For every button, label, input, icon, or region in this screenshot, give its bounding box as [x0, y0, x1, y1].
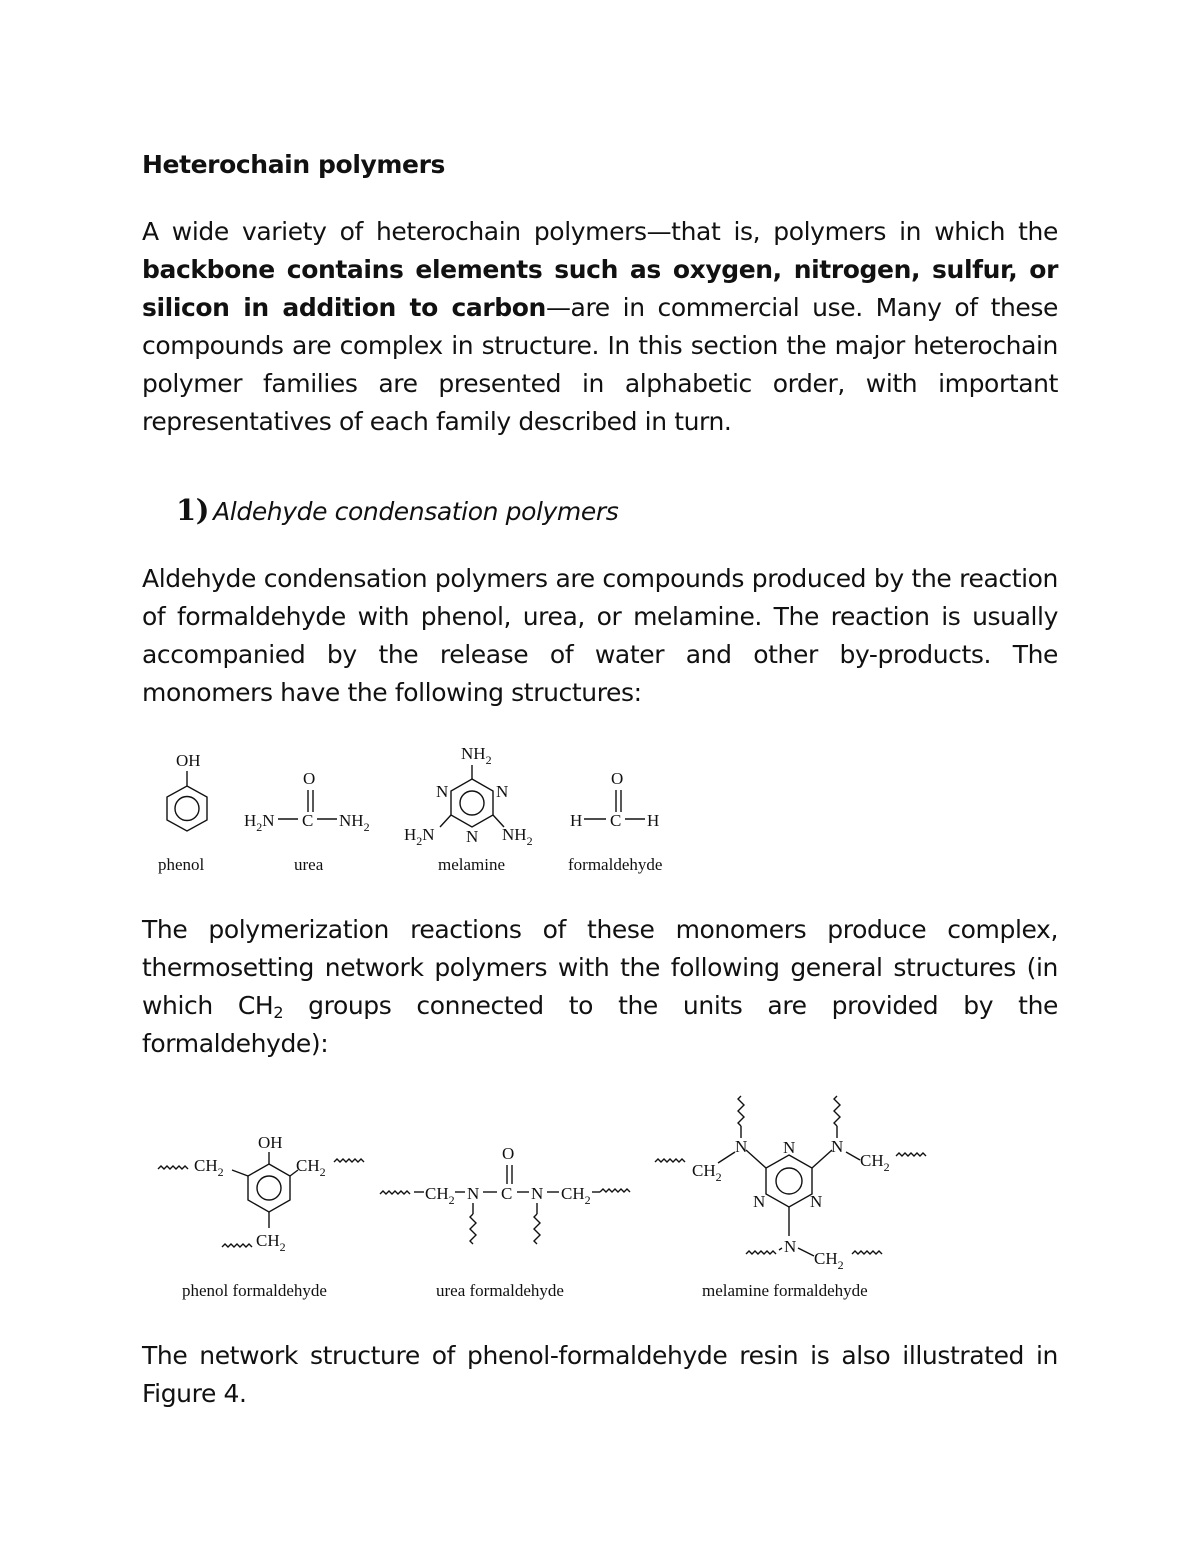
urea-formaldehyde-label: urea formaldehyde [436, 1281, 564, 1300]
svg-text:CH2: $CH_2$ [561, 1184, 591, 1207]
intro-bold-text: backbone contains elements such as oxygen, nitrogen, sulfur, or silicon in addition to carbon [142, 255, 1058, 322]
svg-text:CH2: $CH_2$ [860, 1151, 890, 1174]
svg-text:CH2: $CH_2$ [256, 1231, 286, 1254]
svg-text:N: N [783, 1138, 796, 1157]
svg-text:H2N: $H_2N$ [244, 811, 275, 834]
svg-text:NH2: $NH_2$ [339, 811, 370, 834]
polymerization-text-1: The polymerization reactions of these monomers produce complex, thermosetting network polymers with the following general structures (in which CH [142, 915, 1058, 1020]
urea-c: C [302, 811, 314, 830]
section-number: 1) [176, 493, 210, 527]
svg-text:N: N [810, 1192, 823, 1211]
svg-text:O: O [502, 1144, 515, 1163]
formaldehyde-label: formaldehyde [568, 855, 663, 874]
polymerization-text-2: groups connected to the units are provided by the formaldehyde): [142, 991, 1058, 1058]
melamine-formaldehyde-label: melamine formaldehyde [702, 1281, 868, 1300]
urea-formaldehyde-structure [380, 1144, 630, 1300]
svg-text:N: N [831, 1137, 844, 1156]
melamine-formaldehyde-structure [655, 1096, 926, 1300]
svg-text:CH2: $CH_2$ [194, 1156, 224, 1179]
urea-label: urea [294, 855, 324, 874]
svg-text:O: O [611, 769, 624, 788]
phenol-label: phenol [158, 855, 205, 874]
svg-text:N: N [467, 1184, 480, 1203]
melamine-label: melamine [438, 855, 506, 874]
svg-text:N: N [466, 827, 479, 846]
svg-text:H: H [570, 811, 583, 830]
phenol-formaldehyde-label: phenol formaldehyde [182, 1281, 327, 1300]
aldehyde-paragraph: Aldehyde condensation polymers are compounds produced by the reaction of formaldehyde with phenol, urea, or melamine. The reaction is usually accompanied by the release of water and other by-products. The monomers have the following structures: [142, 564, 1058, 707]
svg-text:OH: OH [258, 1133, 283, 1152]
svg-text:CH2: $CH_2$ [425, 1184, 455, 1207]
svg-text:CH2: $CH_2$ [296, 1156, 326, 1179]
page-title: Heterochain polymers [142, 150, 445, 179]
svg-text:N: N [531, 1184, 544, 1203]
svg-text:N: N [496, 782, 509, 801]
svg-text:CH2: $CH_2$ [814, 1249, 844, 1272]
formaldehyde-structure [568, 769, 662, 874]
svg-text:NH2: $NH_2$ [502, 825, 533, 848]
urea-structure [244, 769, 370, 874]
svg-text:CH2: $CH_2$ [692, 1161, 722, 1184]
urea-o: O [303, 769, 316, 788]
svg-text:N: N [753, 1192, 766, 1211]
intro-text-1: A wide variety of heterochain polymers—that is, polymers in which the [142, 217, 1058, 246]
phenol-formaldehyde-structure [158, 1133, 364, 1300]
melamine-structure [404, 744, 533, 874]
svg-text:N: N [436, 782, 449, 801]
phenol-oh: OH [176, 751, 201, 770]
subscript-2: 2 [273, 1003, 284, 1022]
network-paragraph: The network structure of phenol-formaldehyde resin is also illustrated in Figure 4. [142, 1341, 1058, 1408]
svg-text:C: C [501, 1184, 513, 1203]
intro-text-2: —are in commercial use. Many of these compounds are complex in structure. In this section the major heterochain polymer families are presented in alphabetic order, with important representatives of each family described in turn. [142, 293, 1058, 436]
svg-text:H: H [647, 811, 660, 830]
svg-text:NH2: $NH_2$ [461, 744, 492, 767]
svg-text:N: N [784, 1237, 797, 1256]
svg-text:H2N: $H_2N$ [404, 825, 435, 848]
svg-text:C: C [610, 811, 622, 830]
svg-text:N: N [735, 1137, 748, 1156]
polymerization-paragraph [142, 911, 1058, 1063]
phenol-structure [158, 751, 207, 874]
section-title: Aldehyde condensation polymers [213, 497, 619, 526]
